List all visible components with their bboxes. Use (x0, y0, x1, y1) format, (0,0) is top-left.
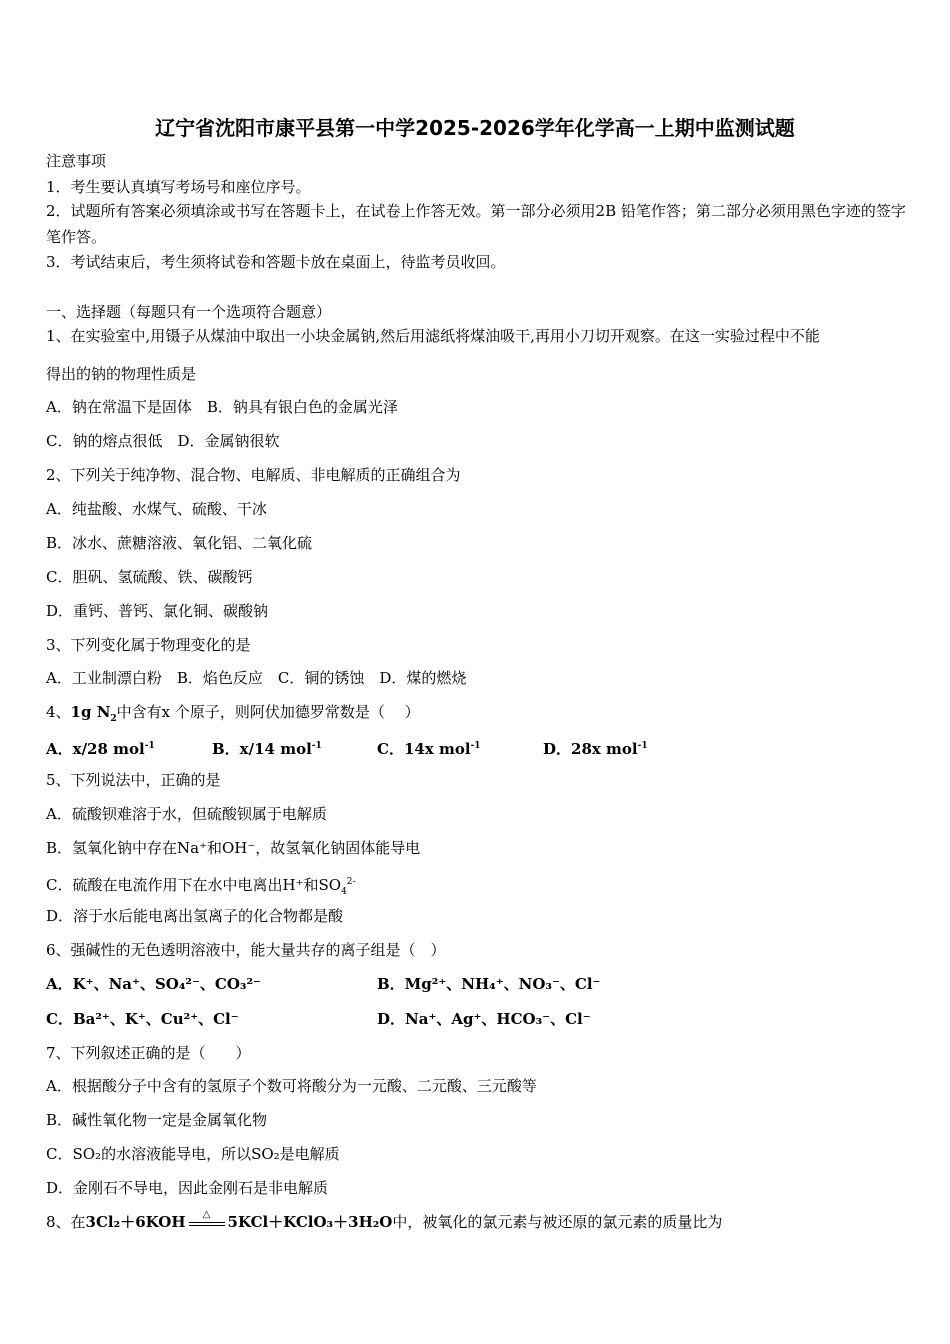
subscript: 4 (341, 887, 347, 897)
notice-item: 1．考生要认真填写考场号和座位序号。 (46, 178, 311, 196)
question-stem-cont: 得出的钠的物理性质是 (46, 365, 197, 383)
option-b (212, 737, 322, 758)
option-line: A．钠在常温下是固体 B．钠具有银白色的金属光泽 (46, 398, 398, 416)
option-c: C．Ba²⁺、K⁺、Cu²⁺、Cl⁻ (46, 1010, 239, 1028)
option-text: C．14x mol (377, 740, 471, 758)
section-heading: 一、选择题（每题只有一个选项符合题意） (46, 303, 332, 321)
option-a: A．K⁺、Na⁺、SO₄²⁻、CO₃²⁻ (46, 975, 261, 993)
subscript: 2 (110, 714, 117, 724)
option-a: A．根据酸分子中含有的氢原子个数可将酸分为一元酸、二元酸、三元酸等 (46, 1077, 537, 1095)
stem-text: 中，被氧化的氯元素与被还原的氯元素的质量比为 (392, 1213, 723, 1231)
option-c: C．胆矾、氢硫酸、铁、碳酸钙 (46, 568, 253, 586)
equation-lhs: 3Cl₂＋6KOH (85, 1213, 186, 1231)
option-text: C．硫酸在电流作用下在水中电离出H⁺和SO (46, 876, 342, 894)
option-a: A．硫酸钡难溶于水，但硫酸钡属于电解质 (46, 805, 327, 823)
question-stem: 7、下列叙述正确的是（ ） (46, 1044, 251, 1062)
formula-text: 1g N (70, 703, 111, 721)
superscript: -1 (311, 741, 322, 751)
heat-symbol: △ (202, 1209, 211, 1220)
superscript: -1 (144, 741, 155, 751)
question-number: 4、 (46, 703, 71, 721)
question-stem (46, 1209, 723, 1232)
option-c (46, 873, 356, 901)
option-text: A．x/28 mol (46, 740, 145, 758)
option-line: C．钠的熔点很低 D．金属钠很软 (46, 432, 280, 450)
question-stem: 2、下列关于纯净物、混合物、电解质、非电解质的正确组合为 (46, 466, 461, 484)
option-text: B．x/14 mol (212, 740, 312, 758)
option-b: B．氢氧化钠中存在Na⁺和OH⁻，故氢氧化钠固体能导电 (46, 839, 421, 857)
option-line: A．工业制漂白粉 B．焰色反应 C．铜的锈蚀 D．煤的燃烧 (46, 669, 467, 687)
superscript: -1 (637, 741, 648, 751)
question-stem: 5、下列说法中，正确的是 (46, 771, 221, 789)
equation-rhs: 5KCl＋KClO₃＋3H₂O (227, 1213, 393, 1231)
question-stem: 3、下列变化属于物理变化的是 (46, 636, 251, 654)
option-d (543, 737, 648, 758)
page-title: 辽宁省沈阳市康平县第一中学2025-2026学年化学高一上期中监测试题 (155, 116, 795, 140)
notice-item: 2．试题所有答案必须填涂或书写在答题卡上，在试卷上作答无效。第一部分必须用2B 铅笔作答；第二部分必须用黑色字迹的签字笔作答。 (46, 202, 906, 246)
stem-text: 中含有x 个原子，则阿伏加德罗常数是（ ） (116, 703, 420, 721)
notice-item: 3．考试结束后，考生须将试卷和答题卡放在桌面上，待监考员收回。 (46, 253, 506, 271)
option-c (377, 737, 481, 758)
option-b: B．碱性氧化物一定是金属氧化物 (46, 1111, 268, 1129)
option-d: D．重钙、普钙、氯化铜、碳酸钠 (46, 602, 269, 620)
superscript: 2- (346, 877, 356, 887)
option-a (46, 737, 155, 758)
notice-heading: 注意事项 (46, 152, 107, 170)
question-stem (46, 703, 420, 728)
reaction-arrow (189, 1209, 225, 1232)
option-d: D．溶于水后能电离出氢离子的化合物都是酸 (46, 907, 344, 925)
question-stem: 6、强碱性的无色透明溶液中，能大量共存的离子组是（ ） (46, 941, 446, 959)
option-a: A．纯盐酸、水煤气、硫酸、干冰 (46, 500, 267, 518)
question-stem: 1、在实验室中,用镊子从煤油中取出一小块金属钠,然后用滤纸将煤油吸干,再用小刀切开观察。在这一实验过程中不能 (46, 327, 820, 345)
option-d: D．金刚石不导电，因此金刚石是非电解质 (46, 1179, 329, 1197)
question-number: 8、在 (46, 1213, 86, 1231)
option-b: B．Mg²⁺、NH₄⁺、NO₃⁻、Cl⁻ (377, 975, 601, 993)
option-d: D．Na⁺、Ag⁺、HCO₃⁻、Cl⁻ (377, 1010, 591, 1028)
option-b: B．冰水、蔗糖溶液、氧化铝、二氧化硫 (46, 534, 313, 552)
option-c: C．SO₂的水溶液能导电，所以SO₂是电解质 (46, 1145, 340, 1163)
superscript: -1 (470, 741, 481, 751)
option-text: D．28x mol (543, 740, 638, 758)
